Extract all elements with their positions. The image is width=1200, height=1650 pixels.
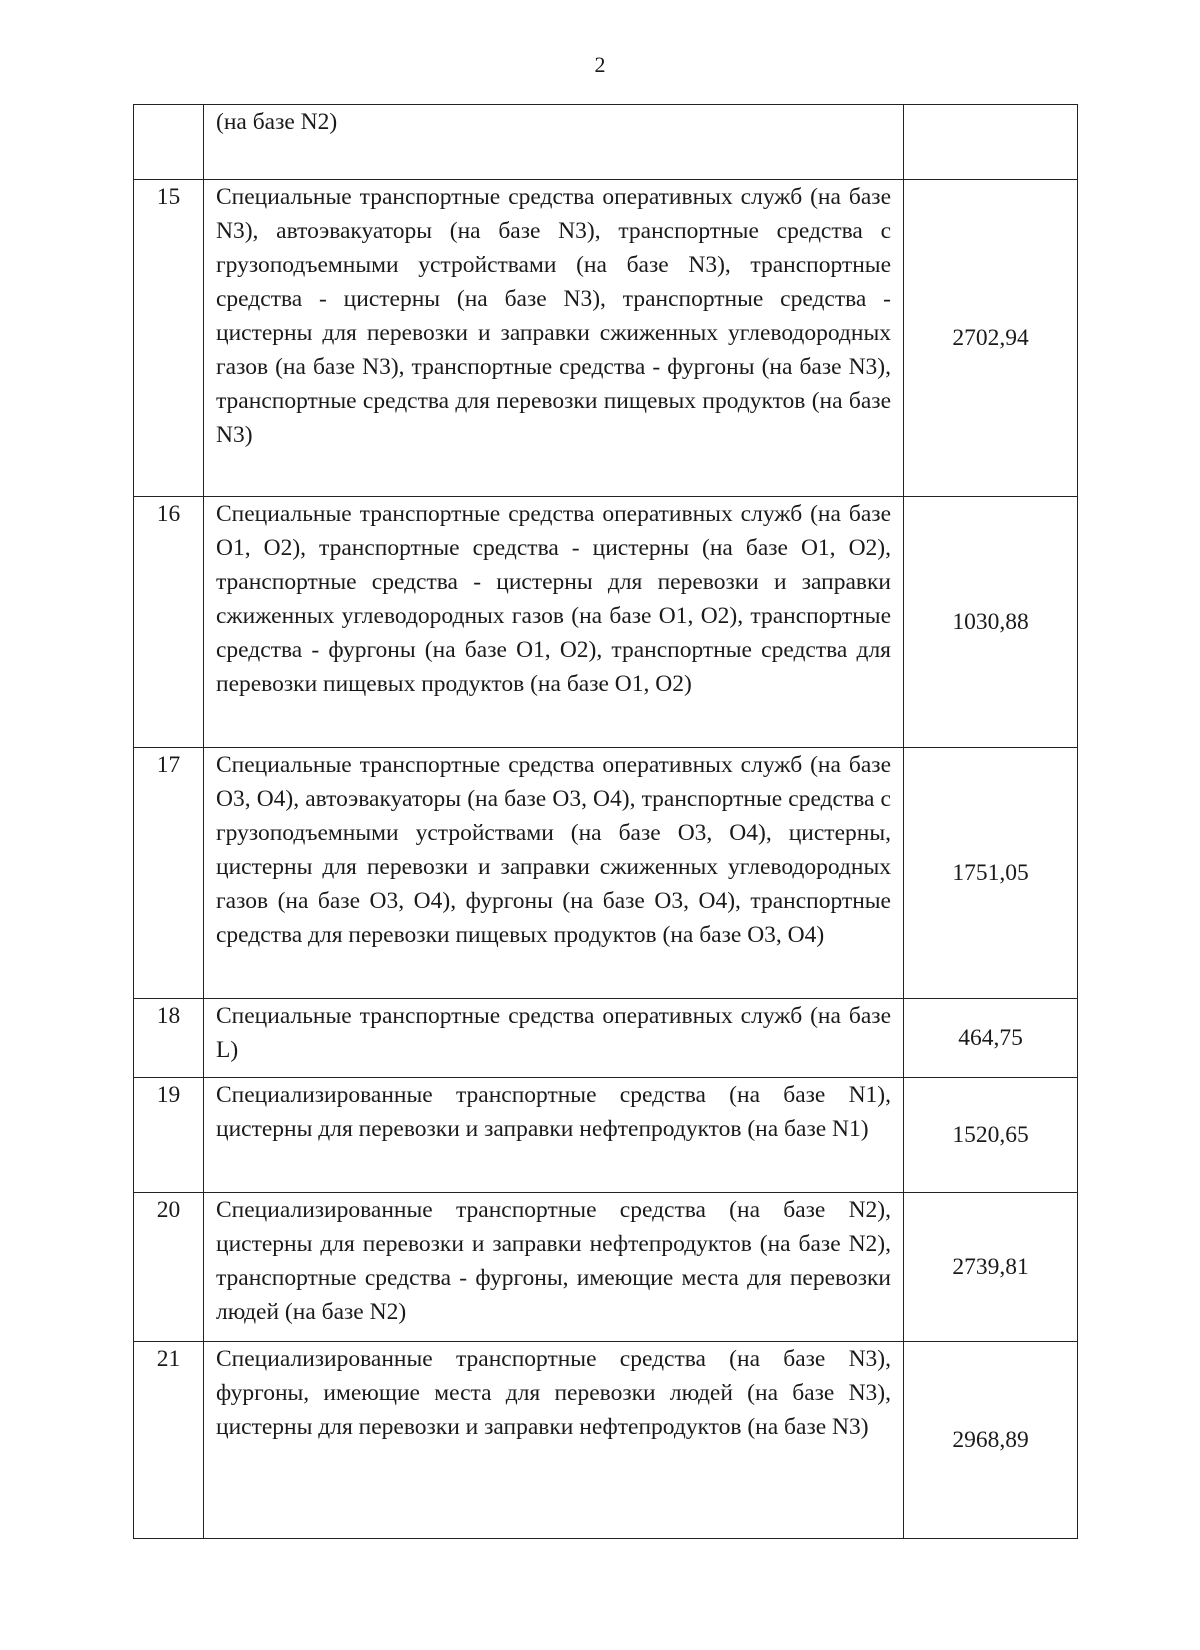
row-description: Специальные транспортные средства оперативных служб (на базе L) bbox=[204, 999, 904, 1078]
row-number: 15 bbox=[134, 180, 204, 497]
row-description: Специализированные транспортные средства (на базе N3), фургоны, имеющие места для перевозки людей (на базе N3), цистерны для перевозки и заправки нефтепродуктов (на базе N3) bbox=[204, 1342, 904, 1539]
row-value: 464,75 bbox=[904, 999, 1078, 1078]
row-number: 20 bbox=[134, 1193, 204, 1342]
table-row bbox=[134, 1193, 1078, 1342]
row-description: Специализированные транспортные средства (на базе N1), цистерны для перевозки и заправки нефтепродуктов (на базе N1) bbox=[204, 1078, 904, 1193]
row-value bbox=[904, 105, 1078, 180]
row-description: Специальные транспортные средства оперативных служб (на базе N3), автоэвакуаторы (на базе N3), транспортные средства с грузоподъемными устройствами (на базе N3), транспортные средства - цистерны (на базе N3), транспортные средства - цистерны для перевозки и заправки сжиженных углеводородных газов (на базе N3), транспортные средства - фургоны (на базе N3), транспортные средства для перевозки пищевых продуктов (на базе N3) bbox=[204, 180, 904, 497]
row-number: 21 bbox=[134, 1342, 204, 1539]
row-value: 2968,89 bbox=[904, 1342, 1078, 1539]
row-description: Специальные транспортные средства оперативных служб (на базе O3, O4), автоэвакуаторы (на базе O3, O4), транспортные средства с грузоподъемными устройствами (на базе O3, O4), цистерны, цистерны для перевозки и заправки сжиженных углеводородных газов (на базе O3, O4), фургоны (на базе O3, O4), транспортные средства для перевозки пищевых продуктов (на базе O3, O4) bbox=[204, 748, 904, 999]
row-value: 2702,94 bbox=[904, 180, 1078, 497]
table-row bbox=[134, 1078, 1078, 1193]
row-value: 1751,05 bbox=[904, 748, 1078, 999]
row-description: Специализированные транспортные средства (на базе N2), цистерны для перевозки и заправки нефтепродуктов (на базе N2), транспортные средства - фургоны, имеющие места для перевозки людей (на базе N2) bbox=[204, 1193, 904, 1342]
row-number: 17 bbox=[134, 748, 204, 999]
table-row bbox=[134, 748, 1078, 999]
table-row bbox=[134, 1342, 1078, 1539]
vehicle-rates-table bbox=[133, 104, 1078, 1539]
table-row bbox=[134, 497, 1078, 748]
row-description: (на базе N2) bbox=[204, 105, 904, 180]
row-value: 1520,65 bbox=[904, 1078, 1078, 1193]
row-value: 1030,88 bbox=[904, 497, 1078, 748]
row-number: 16 bbox=[134, 497, 204, 748]
row-number: 18 bbox=[134, 999, 204, 1078]
row-number: 19 bbox=[134, 1078, 204, 1193]
row-description: Специальные транспортные средства оперативных служб (на базе O1, O2), транспортные средства - цистерны (на базе O1, O2), транспортные средства - цистерны для перевозки и заправки сжиженных углеводородных газов (на базе O1, O2), транспортные средства - фургоны (на базе O1, O2), транспортные средства для перевозки пищевых продуктов (на базе O1, O2) bbox=[204, 497, 904, 748]
table-row bbox=[134, 180, 1078, 497]
row-value: 2739,81 bbox=[904, 1193, 1078, 1342]
table-row bbox=[134, 105, 1078, 180]
page-number: 2 bbox=[594, 52, 606, 77]
table-row bbox=[134, 999, 1078, 1078]
row-number bbox=[134, 105, 204, 180]
